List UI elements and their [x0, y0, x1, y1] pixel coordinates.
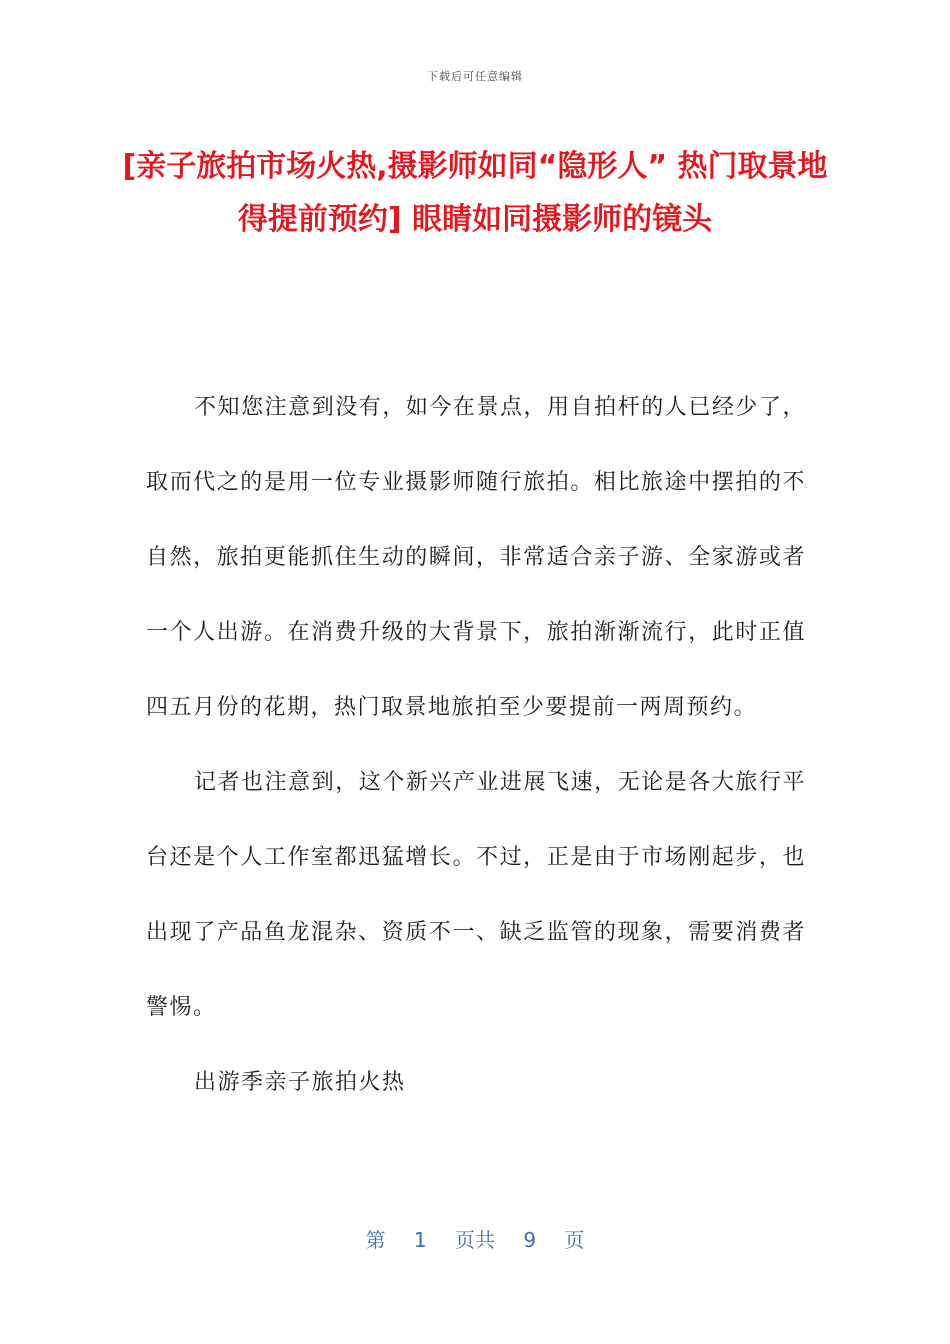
section-heading: 出游季亲子旅拍火热 — [194, 1070, 406, 1095]
page-title: [亲子旅拍市场火热,摄影师如同“隐形人” 热门取景地得提前预约] 眼睛如同摄影师的镜头 — [122, 149, 828, 237]
paragraph-2: 记者也注意到，这个新兴产业进展飞速，无论是各大旅行平台还是个人工作室都迅猛增长。不过，正是由于市场刚起步，也出现了产品鱼龙混杂、资质不一、缺乏监管的现象，需要消费者警惕。 — [146, 770, 806, 1020]
header-note: 下载后可任意编辑 — [427, 70, 523, 83]
paragraph-1: 不知您注意到没有，如今在景点，用自拍杆的人已经少了，取而代之的是用一位专业摄影师随行旅拍。相比旅途中摆拍的不自然，旅拍更能抓住生动的瞬间，非常适合亲子游、全家游或者一个人出游。在消费升级的大背景下，旅拍渐渐流行，此时正值四五月份的花期，热门取景地旅拍至少要提前一两周预约。 — [146, 395, 806, 720]
page-footer — [0, 1224, 950, 1253]
article-body — [146, 370, 806, 1120]
footer-page-number: 1 — [413, 1228, 427, 1252]
footer-prefix: 第 — [365, 1228, 386, 1252]
footer-middle: 页共 — [455, 1228, 495, 1252]
footer-total-pages: 9 — [523, 1228, 537, 1252]
footer-suffix: 页 — [564, 1228, 585, 1252]
